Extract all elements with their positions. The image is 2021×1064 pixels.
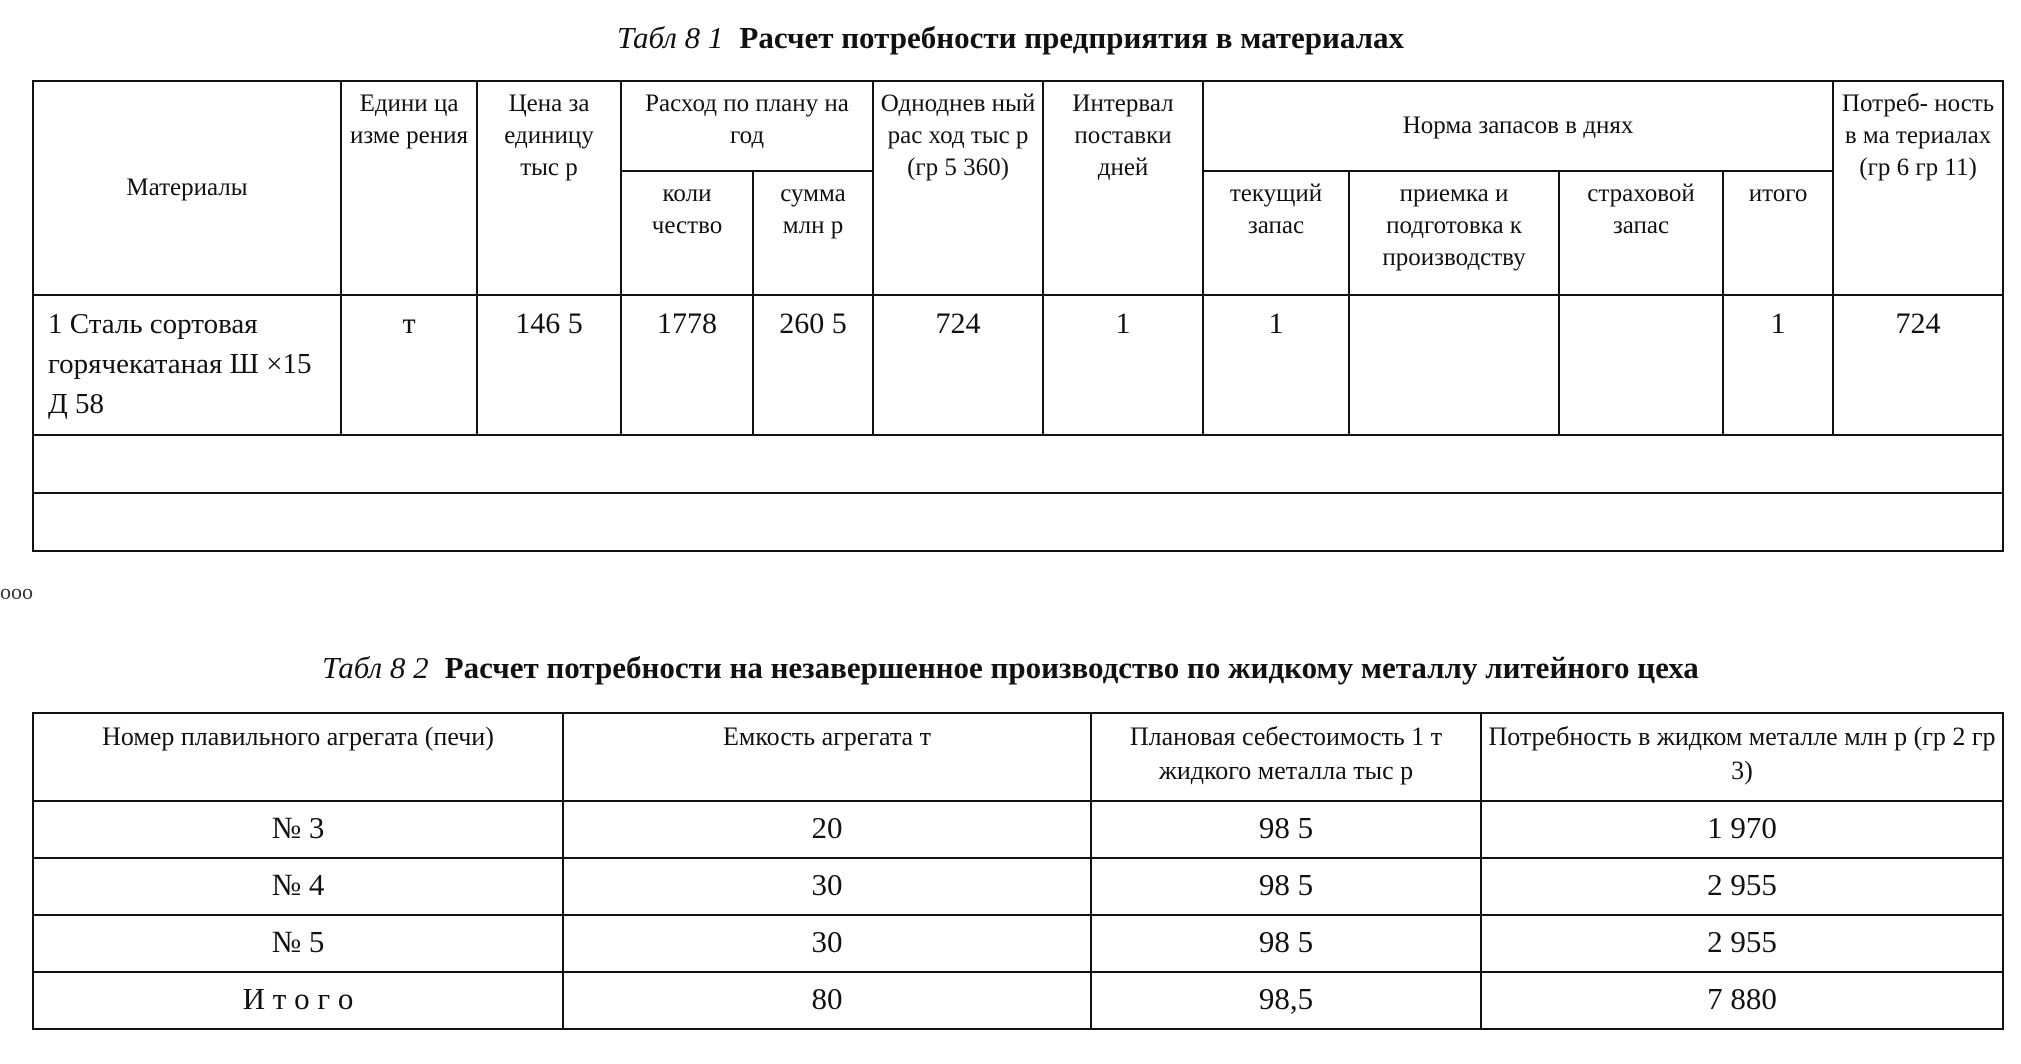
cell-cost: 98 5 <box>1091 915 1481 972</box>
cell-unit-no: № 3 <box>33 801 563 858</box>
header-plan-qty: коли чество <box>621 171 753 295</box>
header-norm-total: итого <box>1723 171 1833 295</box>
cell-need: 7 880 <box>1481 972 2003 1029</box>
table-row-total <box>33 972 2003 1029</box>
cell-price: 146 5 <box>477 295 621 435</box>
header-unit: Едини ца изме рения <box>341 81 477 295</box>
cell-total: 1 <box>1723 295 1833 435</box>
header-need: Потреб- ность в ма териалах (гр 6 гр 11) <box>1833 81 2003 295</box>
cell-unit-no: № 4 <box>33 858 563 915</box>
cell-need: 724 <box>1833 295 2003 435</box>
header-interval: Интервал поставки дней <box>1043 81 1203 295</box>
empty-cell <box>33 493 2003 551</box>
header-norm-current: текущий запас <box>1203 171 1349 295</box>
table-row-empty <box>33 435 2003 493</box>
cell-unit-no: № 5 <box>33 915 563 972</box>
cell-qty: 1778 <box>621 295 753 435</box>
table2-caption <box>0 648 2021 688</box>
header-unit-no: Номер плавильного агрегата (печи) <box>33 713 563 801</box>
cell-capacity: 30 <box>563 915 1091 972</box>
header-capacity: Емкость агрегата т <box>563 713 1091 801</box>
header-materials: Материалы <box>33 81 341 295</box>
cell-material-name: 1 Сталь сортовая горячекатаная Ш ×15 Д 58 <box>33 295 341 435</box>
table-row-empty <box>33 493 2003 551</box>
cell-capacity: 30 <box>563 858 1091 915</box>
header-plan-sum: сумма млн р <box>753 171 873 295</box>
materials-need-table <box>32 80 2004 552</box>
header-plan: Расход по плану на год <box>621 81 873 171</box>
cell-safety <box>1559 295 1723 435</box>
header-cost: Плановая себестоимость 1 т жидкого металла тыс р <box>1091 713 1481 801</box>
empty-cell <box>33 435 2003 493</box>
margin-page-mark: ooo <box>0 579 33 604</box>
cell-need: 2 955 <box>1481 858 2003 915</box>
cell-cost: 98,5 <box>1091 972 1481 1029</box>
header-price: Цена за единицу тыс р <box>477 81 621 295</box>
cell-current: 1 <box>1203 295 1349 435</box>
table1-title: Расчет потребности предприятия в материалах <box>739 20 1405 55</box>
table1-label: Табл 8 1 <box>616 20 724 55</box>
cell-capacity: 80 <box>563 972 1091 1029</box>
cell-prep <box>1349 295 1559 435</box>
liquid-metal-table <box>32 712 2004 1030</box>
cell-need: 1 970 <box>1481 801 2003 858</box>
header-norm-safety: страховой запас <box>1559 171 1723 295</box>
cell-interval: 1 <box>1043 295 1203 435</box>
header-norm-prep: приемка и подготовка к производству <box>1349 171 1559 295</box>
table1-caption <box>0 18 2021 58</box>
cell-daily: 724 <box>873 295 1043 435</box>
header-daily: Одноднев ный рас ход тыс р (гр 5 360) <box>873 81 1043 295</box>
cell-capacity: 20 <box>563 801 1091 858</box>
cell-unit-no: И т о г о <box>33 972 563 1029</box>
cell-sum: 260 5 <box>753 295 873 435</box>
cell-cost: 98 5 <box>1091 801 1481 858</box>
cell-unit: т <box>341 295 477 435</box>
table2-label: Табл 8 2 <box>322 650 429 685</box>
table2-title: Расчет потребности на незавершенное производство по жидкому металлу литейного цеха <box>444 650 1699 685</box>
cell-cost: 98 5 <box>1091 858 1481 915</box>
cell-need: 2 955 <box>1481 915 2003 972</box>
table-row <box>33 858 2003 915</box>
table-row <box>33 915 2003 972</box>
header-need: Потребность в жидком металле млн р (гр 2 гр 3) <box>1481 713 2003 801</box>
header-norm: Норма запасов в днях <box>1203 81 1833 171</box>
table-row <box>33 295 2003 435</box>
table-row <box>33 801 2003 858</box>
